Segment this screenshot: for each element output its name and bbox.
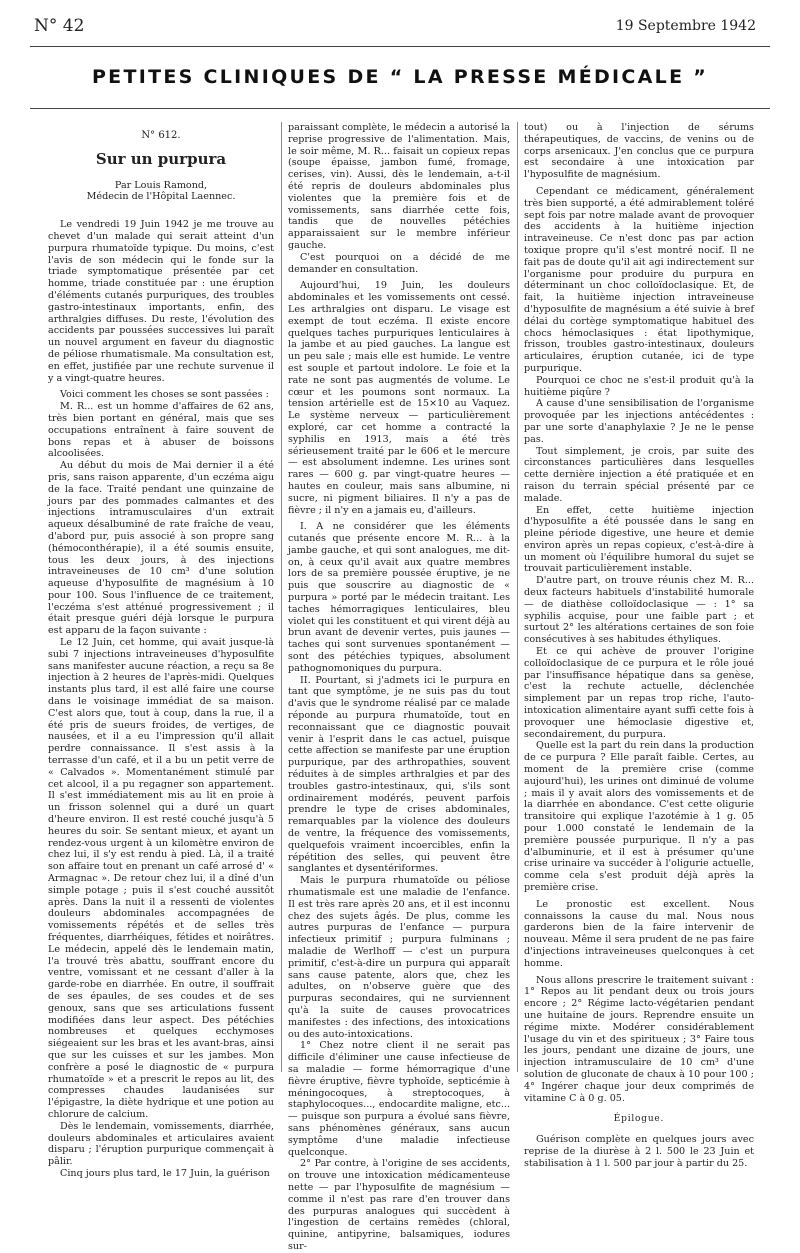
paragraph: Tout simplement, je crois, par suite des circonstances particulières dans lesquelles cette dernière injection a été pratiquée et en raison du terrain spécial présenté par ce malade. [524,445,754,504]
paragraph: Et ce qui achève de prouver l'origine colloïdoclasique de ce purpura et le rôle joué par l'insuffisance hépatique dans sa genèse, c'est la rechute actuelle, déclenchée simplement par un repas trop riche, l'auto-intoxication alimentaire ayant suffi cette fois à provoquer une hémoclasie digestive et, secondairement, du purpura. [524,646,754,740]
paragraph: 2° Par contre, à l'origine de ses accidents, on trouve une intoxication médicamenteuse nette — par l'hyposulfite de magnésium — comme il n'est pas rare d'en trouver dans des purpuras analogues qui succèdent à l'ingestion de certains remèdes (chloral, quinine, antipyrine, balsamiques, iodures sur- [288,1158,510,1252]
column-divider [281,122,282,1072]
paragraph: Mais le purpura rhumatoïde ou péliose rhumatismale est une maladie de l'enfance. Il est très rare après 20 ans, et il est inconnu chez des sujets âgés. De plus, comme les autres purpuras de l'enfance — purpura infectieux primitif ; purpura fulminans ; maladie de Werlhoff — c'est un purpura primitif, c'est-à-dire un purpura qui apparaît sans cause patente, alors que, chez les adultes, on n'observe guère que des purpuras secondaires, qui ne surviennent qu'à la suite de causes provocatrices manifestes : des infections, des intoxications ou des auto-intoxications. [288,875,510,1040]
column-3 [524,122,754,1170]
paragraph: A cause d'une sensibilisation de l'organisme provoquée par les injections antécédentes : par une sorte d'anaphylaxie ? Je ne le pense pas. [524,398,754,445]
paragraph: Le pronostic est excellent. Nous connaissons la cause du mal. Nous nous garderons bien de la faire intervenir de nouveau. Même il sera prudent de ne pas faire d'injections intraveineuses quelconques à cet homme. [524,898,754,969]
paragraph: Au début du mois de Mai dernier il a été pris, sans raison apparente, d'un eczéma aigu de la face. Traité pendant une quinzaine de jours par des pommades calmantes et des injections intramusculaires d'un extrait aqueux désalbuminé de rate fraîche de veau, d'abord pur, puis associé à son propre sang (hémoconthérapie), il a été soumis ensuite, tous les deux jours, à des injections intraveineuses de 10 cm³ d'une solution aqueuse d'hyposulfite de magnésium à 10 pour 100. Sous l'influence de ce traitement, l'eczéma s'est atténué progressivement ; il était presque guéri déjà lorsque le purpura est apparu de la façon suivante : [48,460,274,637]
column-divider [517,122,518,1072]
paragraph: Guérison complète en quelques jours avec reprise de la diurèse à 2 l. 500 le 23 Juin et stabilisation à 1 l. 500 par jour à partir du 25. [524,1134,754,1169]
issue-date: 19 Septembre 1942 [615,18,756,34]
paragraph: Cinq jours plus tard, le 17 Juin, la guérison [60,1167,270,1179]
paragraph: Le 12 Juin, cet homme, qui avait jusque-là subi 7 injections intraveineuses d'hyposulfite sans manifester aucune réaction, a reçu sa 8e injection à 2 heures de l'après-midi. Quelques instants plus tard, il est allé faire une course dans le voisinage immédiat de sa maison. C'est alors que, tout à coup, dans la rue, il a été pris de sueurs froides, de vertiges, de nausées, et il a eu l'impression qu'il allait perdre connaissance. Il s'est assis à la terrasse d'un café, et il a bu un petit verre de « Calvados ». Momentanément stimulé par cet alcool, il a pu regagner son appartement. Il s'est immédiatement mis au lit en proie à un frisson solennel qui a duré un quart d'heure environ. Il est resté couché jusqu'à 5 heures du soir. Se sentant mieux, et ayant un rendez-vous urgent à un kilomètre environ de chez lui, il s'y est rendu à pied. Là, il a traité son affaire tout en prenant un café arrosé d' « Armagnac ». De retour chez lui, il a dîné d'un simple potage ; puis il s'est couché aussitôt après. Dans la nuit il a ressenti de violentes douleurs abdominales accompagnées de vomissements répétés et de selles très fréquentes, diarrhéiques, fétides et noirâtres. Le médecin, appelé dès le lendemain matin, l'a trouvé très abattu, souffrant encore du ventre, vomissant et ne cessant d'aller à la garde-robe en diarrhée. En outre, il souffrait de ses épaules, de ses coudes et de ses genoux, sans que ses articulations fussent modifiées dans leur aspect. Des pétéchies nombreuses et quelques ecchymoses siégeaient sur les bras et les avant-bras, ainsi que sur les cuisses et sur les jambes. Mon confrère a posé le diagnostic de « purpura rhumatoïde » et a prescrit le repos au lit, des compresses chaudes laudanisées sur l'épigastre, la diète hydrique et une potion au chlorure de calcium. [48,637,274,1120]
author-block [48,180,274,204]
epilogue-heading: Épilogue. [613,1114,665,1125]
paragraph: Voici comment les choses se sont passées : [60,389,269,401]
paragraph: II. Pourtant, si j'admets ici le purpura en tant que symptôme, je ne suis pas du tout d'avis que le syndrome réalisé par ce malade réponde au purpura rhumatoïde, tout en reconnaissant que ce diagnostic pouvait venir à l'esprit dans le cas actuel, puisque cette affection se manifeste par une éruption purpurique, par des arthropathies, souvent réduites à de simples arthralgies et par des troubles gastro-intestinaux, qui, s'ils sont ordinairement modérés, peuvent parfois prendre le type de crises abdominales, remarquables par la violence des douleurs de ventre, la fréquence des vomissements, quelquefois vraiment incoercibles, enfin la répétition des selles, qui peuvent être sanglantes et dysentériformes. [288,674,510,875]
header-rule [30,46,770,47]
paragraph: I. A ne considérer que les éléments cutanés que présente encore M. R... à la jambe gauche, et qui sont analogues, me dit-on, à ceux qu'il avait aux quatre membres lors de sa première poussée éruptive, je ne puis que souscrire au diagnostic de « purpura » porté par le médecin traitant. Les taches hémorragiques lenticulaires, bleu violet qui les constituent et qui virent déjà au brun avant de devenir vertes, puis jaunes — taches qui sont survenues spontanément — sont des pétéchies typiques, absolument pathognomoniques du purpura. [288,521,510,674]
author-role: Médecin de l'Hôpital Laennec. [86,191,236,203]
article-title: Sur un purpura [95,149,227,168]
paragraph: Aujourd'hui, 19 Juin, les douleurs abdominales et les vomissements ont cessé. Les arthralgies ont disparu. Le visage est exempt de tout eczéma. Il existe encore quelques taches purpuriques lenticulaires à la jambe et au pied gauches. La langue est un peu sale ; mais elle est humide. Le ventre est souple et partout indolore. Le foie et la rate ne sont pas augmentés de volume. Le cœur et les poumons sont normaux. La tension artérielle est de 15×10 au Vaquez. Le système nerveux — particulièrement exploré, car cet homme a contracté la syphilis en 1913, mais a été très sérieusement traité par le 606 et le mercure — est absolument indemne. Les urines sont rares — 600 g. par vingt-quatre heures — hautes en couleur, mais sans albumine, ni sucre, ni pigment biliaires. Il n'y a pas de fièvre ; il n'y en a jamais eu, d'ailleurs. [288,280,510,516]
paragraph: 1° Chez notre client il ne serait pas difficile d'éliminer une cause infectieuse de sa maladie — forme hémorragique d'une fièvre éruptive, fièvre typhoïde, septicémie à méningocoques, à streptocoques, à staphylocoques..., endocardite maligne, etc... — puisque son purpura a évolué sans fièvre, sans phénomènes généraux, sans aucun symptôme d'une maladie infectieuse quelconque. [288,1040,510,1158]
paragraph: Quelle est la part du rein dans la production de ce purpura ? Elle paraît faible. Certes, au moment de la première crise (comme aujourd'hui), les urines ont diminué de volume ; mais il y avait alors des vomissements et de la diarrhée en abondance. C'est cette oligurie transitoire qui explique l'azotémie à 1 g. 05 pour 1.000 constaté le lendemain de la première poussée purpurique. Il n'y a pas d'albuminurie, et il est à présumer qu'une crise urinaire va succéder à l'oligurie actuelle, comme cela s'est produit déjà après la première crise. [524,740,754,893]
paragraph: M. R... est un homme d'affaires de 62 ans, très bien portant en général, mais que ses occupations entraînent à faire souvent de bons repas et à abuser de boissons alcoolisées. [48,401,274,460]
banner-rule [30,108,770,109]
paragraph: C'est pourquoi on a décidé de me demander en consultation. [288,251,510,275]
paragraph: Cependant ce médicament, généralement très bien supporté, a été admirablement toléré sept fois par notre malade avant de provoquer des accidents à la huitième injection intraveineuse. Ce n'est donc pas par action toxique propre qu'il s'est montré nocif. Il ne fait pas de doute qu'il ait agi indirectement sur l'organisme pour produire du purpura en déterminant un choc colloïdoclasique. Et, de fait, la huitième injection intraveineuse d'hyposulfite de magnésium a été suivie à bref délai du cortège symptomatique habituel des chocs hémoclasiques : état lipothymique, frisson, troubles gastro-intestinaux, douleurs articulaires, éruption cutanée, ici de type purpurique. [524,185,754,374]
issue-number: N° 42 [34,16,85,36]
paragraph: Dès le lendemain, vomissements, diarrhée, douleurs abdominales et articulaires avaient disparu ; l'éruption purpurique commençait à pâlir. [48,1120,274,1168]
paragraph: Le vendredi 19 Juin 1942 je me trouve au chevet d'un malade qui serait atteint d'un purpura rhumatoïde typique. Du moins, c'est l'avis de son médecin qui le fonde sur la triade symptomatique présentée par cet homme, triade constituée par : une éruption d'éléments cutanés purpuriques, des troubles gastro-intestinaux importants, enfin, des arthralgies diffuses. Du reste, l'évolution des accidents par poussées successives lui paraît un nouvel argument en faveur du diagnostic de péliose rhumatismale. Ma consultation est, en effet, justifiée par une rechute survenue il y a vingt-quatre heures. [48,219,274,384]
article-number: N° 612. [141,130,181,141]
paragraph: Nous allons prescrire le traitement suivant : 1° Repos au lit pendant deux ou trois jours encore ; 2° Régime lacto-végétarien pendant une huitaine de jours. Reprendre ensuite un régime mixte. Modérer considérablement l'usage du vin et des spiritueux ; 3° Faire tous les jours, pendant une dizaine de jours, une injection intramusculaire de 10 cm³ d'une solution de gluconate de chaux à 10 pour 100 ; 4° Ingérer chaque jour deux comprimés de vitamine C à 0 g. 05. [524,974,754,1104]
paragraph: paraissant complète, le médecin a autorisé la reprise progressive de l'alimentation. Mais, le soir même, M. R... faisait un copieux repas (soupe épaisse, jambon fumé, fromage, cerises, vin). Aussi, dès le lendemain, a-t-il été repris de douleurs abdominales plus violentes que la première fois et de vomissements, sans diarrhée cette fois, tandis que de nouvelles pétéchies apparaissaient sur le membre inférieur gauche. [288,122,510,251]
section-banner: PETITES CLINIQUES DE “ LA PRESSE MÉDICALE ” [91,66,709,88]
paragraph: En effet, cette huitième injection d'hyposulfite a été poussée dans le sang en pleine période digestive, une heure et demie environ après un repas copieux, c'est-à-dire à un moment où l'équilibre humoral du sujet se trouvait particulièrement instable. [524,504,754,575]
paragraph: Pourquoi ce choc ne s'est-il produit qu'à la huitième piqûre ? [524,374,754,398]
column-2 [288,122,510,1253]
author-name: Par Louis Ramond, [114,179,208,191]
paragraph: tout) ou à l'injection de sérums thérapeutiques, de vaccins, de venins ou de corps arsenicaux. J'en conclus que ce purpura est secondaire à une intoxication par l'hyposulfite de magnésium. [524,122,754,181]
column-1 [48,122,274,1180]
paragraph: D'autre part, on trouve réunis chez M. R... deux facteurs habituels d'instabilité humorale — de diathèse colloïdoclasique — : 1° sa syphilis acquise, pour une faible part ; et surtout 2° les altérations certaines de son foie consécutives à ses habitudes éthyliques. [524,575,754,646]
